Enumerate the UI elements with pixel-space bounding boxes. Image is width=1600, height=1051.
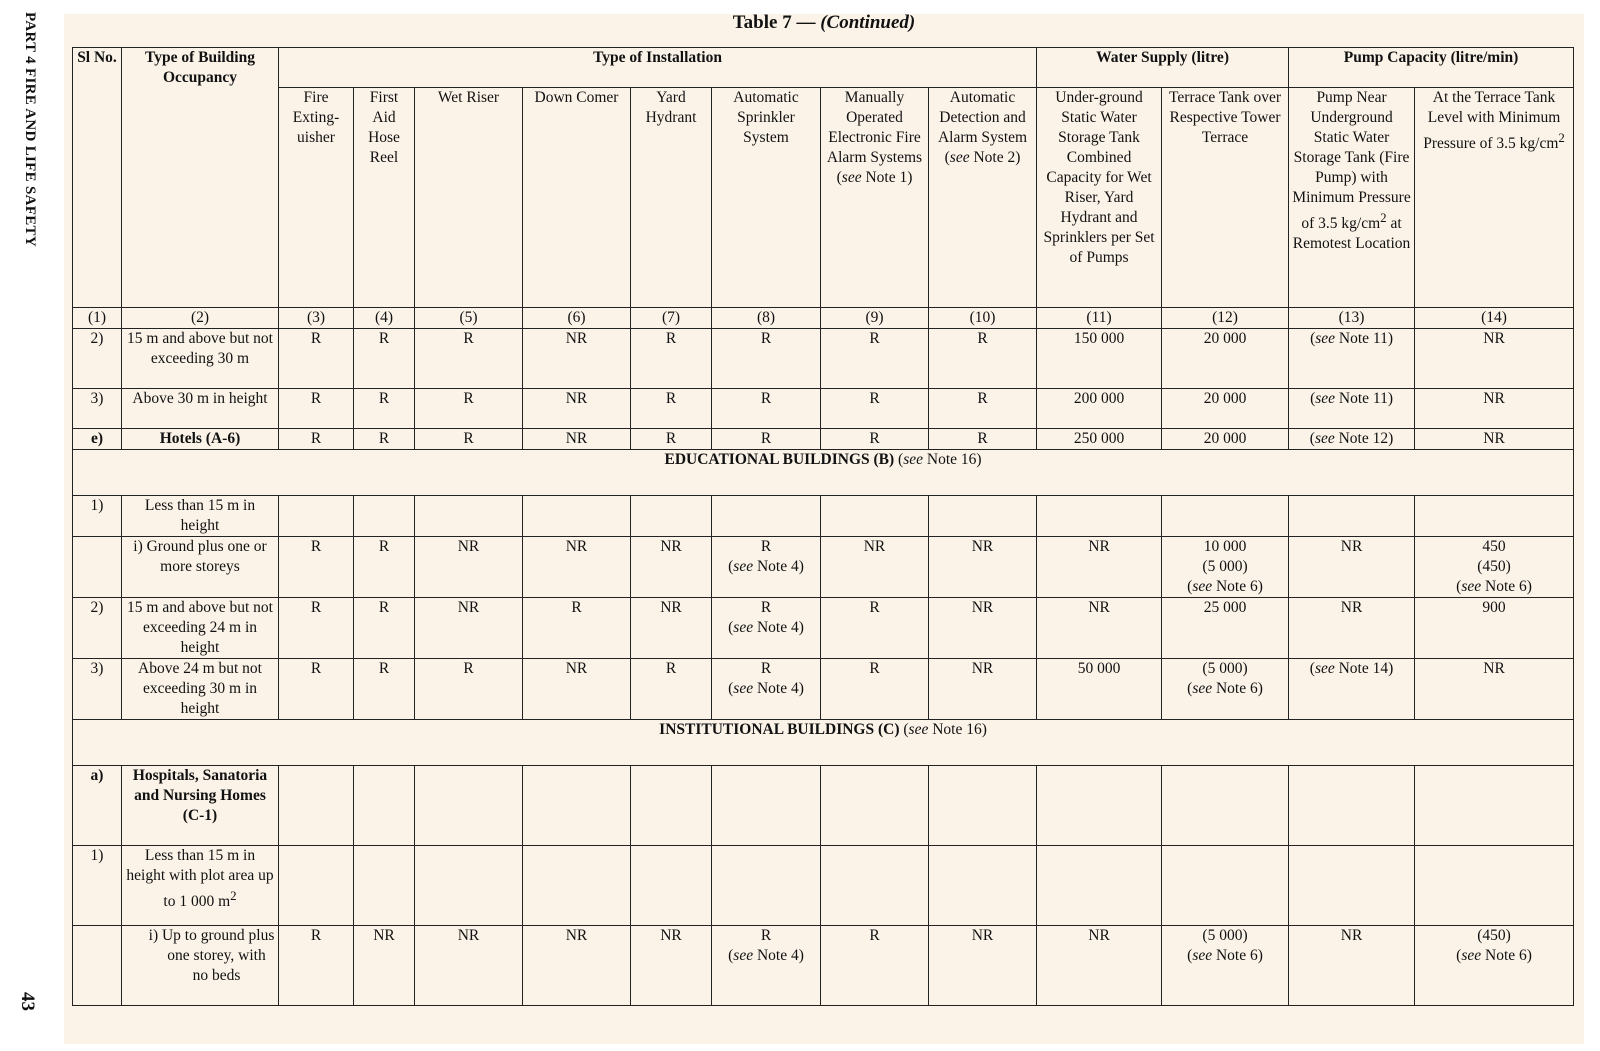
margin-section-title: PART 4 FIRE AND LIFE SAFETY [22,12,38,247]
cell: 20 000 [1162,329,1289,389]
cell: R [821,329,929,389]
cell [1289,496,1415,537]
header-superscript: 2 [1558,130,1565,145]
value-text: R [760,927,772,944]
cell: NR [1289,926,1415,1006]
cell [1289,766,1415,846]
cell [279,846,354,926]
cell: NR [929,598,1037,659]
header-pump-near-tank [1289,88,1415,308]
cell [821,496,929,537]
cell: NR [523,926,631,1006]
cell-sl: 1) [73,496,122,537]
header-sl-no: Sl No. [73,48,122,308]
note-text: Note 4) [753,619,804,636]
cell [1162,766,1289,846]
see-text: see [1192,947,1213,964]
section-heading-institutional: INSTITUTIONAL BUILDINGS (C) (see Note 16) [73,720,1574,766]
header-pump-capacity: Pump Capacity (litre/min) [1289,48,1574,88]
cell: R [631,329,712,389]
cell: NR [523,389,631,429]
cell: R [354,598,415,659]
cell-occupancy: Less than 15 m in height [122,496,279,537]
cell: R [821,659,929,720]
cell [415,496,523,537]
see-text: see [1461,578,1482,595]
cell-occupancy: Hotels (A-6) [122,429,279,450]
column-number-row [73,308,1574,329]
cell [1289,846,1415,926]
cell: R [631,389,712,429]
cell: R [712,329,821,389]
header-manual-fire-alarm [821,88,929,308]
cell: R [279,659,354,720]
cell: NR [929,926,1037,1006]
header-see: see [841,169,862,186]
cell [1415,846,1574,926]
cell: NR [929,537,1037,598]
cell: 150 000 [1037,329,1162,389]
cell: R [821,598,929,659]
cell [929,846,1037,926]
cell: 450 (450) (see Note 6) [1415,537,1574,598]
header-text: Automatic Detection and Alarm System ( [937,89,1028,166]
cell [354,846,415,926]
cell [415,846,523,926]
col-num: (3) [279,308,354,329]
see-text: see [1461,947,1482,964]
table-title-dash: — [791,12,821,33]
cell: R [712,429,821,450]
cell [279,496,354,537]
note-text: Note 6) [1212,578,1263,595]
cell: R (see Note 4) [712,598,821,659]
col-num: (11) [1037,308,1162,329]
value-text: 10 000 [1203,538,1247,555]
header-fire-extinguisher: Fire Exting-uisher [279,88,354,308]
value-text: R [760,538,772,555]
header-automatic-sprinkler: Automatic Sprinkler System [712,88,821,308]
cell: NR [354,926,415,1006]
header-yard-hydrant: Yard Hydrant [631,88,712,308]
cell: NR [1037,537,1162,598]
cell: R [415,389,523,429]
superscript: 2 [230,888,237,903]
col-num: (5) [415,308,523,329]
cell: (5 000) (see Note 6) [1162,926,1289,1006]
cell-occupancy: i) Up to ground plus one storey, with no beds [122,926,279,1006]
section-title: INSTITUTIONAL BUILDINGS (C) [659,721,900,738]
note-text: Note 4) [753,558,804,575]
see-text: see [1315,390,1336,407]
cell [631,496,712,537]
cell-occupancy [122,846,279,926]
cell: NR [1037,598,1162,659]
cell: NR [415,926,523,1006]
value-text: 450 [1482,538,1506,555]
section-row-institutional [73,720,1574,766]
cell: NR [523,329,631,389]
col-num: (4) [354,308,415,329]
cell: NR [1415,659,1574,720]
see-text: see [733,947,754,964]
cell [631,846,712,926]
cell: R [821,926,929,1006]
header-text: Note 2) [969,149,1021,166]
note-text: Note 11) [1335,390,1393,407]
header-water-supply: Water Supply (litre) [1037,48,1289,88]
table-row [73,329,1574,389]
value-text: (450) [1477,558,1511,575]
cell [523,846,631,926]
see-text: see [1192,578,1213,595]
cell: R [279,926,354,1006]
header-first-aid-hose-reel: First Aid Hose Reel [354,88,415,308]
note-text: Note 16) [928,721,987,738]
header-text: At the Terrace Tank Level with Minimum Pressure of 3.5 kg/cm [1423,89,1561,153]
cell: NR [1415,429,1574,450]
cell-sl: 2) [73,329,122,389]
col-num: (14) [1415,308,1574,329]
table-row [73,598,1574,659]
cell-sl [73,926,122,1006]
table-title-main: Table 7 [732,12,792,33]
table-row [73,389,1574,429]
cell [1415,496,1574,537]
fire-installation-table [72,47,1574,1006]
note-text: Note 14) [1334,660,1394,677]
section-heading-educational: EDUCATIONAL BUILDINGS (B) (see Note 16) [73,450,1574,496]
cell: R [821,389,929,429]
see-text: see [1315,330,1336,347]
cell: R [279,329,354,389]
value-text: (450) [1477,927,1511,944]
cell-occupancy: 15 m and above but not exceeding 30 m [122,329,279,389]
cell [1162,496,1289,537]
value-text: R [760,660,772,677]
table-row [73,429,1574,450]
header-automatic-detection [929,88,1037,308]
cell: NR [523,537,631,598]
header-terrace-tank: Terrace Tank over Respective Tower Terrace [1162,88,1289,308]
cell [415,766,523,846]
cell: (5 000) (see Note 6) [1162,659,1289,720]
header-underground-tank: Under-ground Static Water Storage Tank Combined Capacity for Wet Riser, Yard Hydrant and Sprinklers per Set of Pumps [1037,88,1162,308]
cell: NR [1037,926,1162,1006]
cell [1037,496,1162,537]
cell-sl: 3) [73,389,122,429]
value-text: (5 000) [1202,660,1248,677]
cell [1037,766,1162,846]
note-text: Note 11) [1335,330,1393,347]
see-text: see [908,721,929,738]
col-num: (12) [1162,308,1289,329]
header-occupancy: Type of Building Occupancy [122,48,279,308]
see-text: see [1192,680,1213,697]
note-text: Note 6) [1212,947,1263,964]
cell: R [929,429,1037,450]
cell [1037,846,1162,926]
note-text: Note 12) [1334,430,1394,447]
header-type-installation: Type of Installation [279,48,1037,88]
cell: NR [1289,598,1415,659]
cell [523,766,631,846]
cell: R [279,537,354,598]
cell: NR [1415,389,1574,429]
cell [712,496,821,537]
col-num: (9) [821,308,929,329]
header-terrace-level-pump [1415,88,1574,308]
table-title-continued: (Continued) [820,12,916,33]
header-see: see [949,149,970,166]
header-superscript: 2 [1380,210,1387,225]
table-row [73,846,1574,926]
cell: R [415,429,523,450]
cell: R [631,429,712,450]
table-row [73,496,1574,537]
cell: R (see Note 4) [712,537,821,598]
header-down-comer: Down Comer [523,88,631,308]
table-row [73,766,1574,846]
see-text: see [1314,430,1335,447]
cell: 200 000 [1037,389,1162,429]
table-row [73,926,1574,1006]
section-title: EDUCATIONAL BUILDINGS (B) [664,451,895,468]
cell: 900 [1415,598,1574,659]
section-row-educational [73,450,1574,496]
col-num: (1) [73,308,122,329]
cell: R [354,389,415,429]
see-text: see [1314,660,1335,677]
header-wet-riser: Wet Riser [415,88,523,308]
col-num: (8) [712,308,821,329]
cell [929,766,1037,846]
occupancy-text: Less than 15 m in height with plot area up to 1 000 m [126,847,274,911]
cell: (see Note 11) [1289,389,1415,429]
cell: (see Note 14) [1289,659,1415,720]
table-row [73,659,1574,720]
cell [1162,846,1289,926]
cell [279,766,354,846]
header-text: Note 1) [861,169,913,186]
note-text: Note 6) [1481,578,1532,595]
cell-sl: 2) [73,598,122,659]
see-text: see [733,558,754,575]
cell-occupancy: i) Ground plus one or more storeys [122,537,279,598]
table-title [64,12,1584,34]
cell: R [523,598,631,659]
cell [354,766,415,846]
note-text: Note 4) [753,680,804,697]
cell: R [929,329,1037,389]
cell: NR [1415,329,1574,389]
cell: 25 000 [1162,598,1289,659]
cell [354,496,415,537]
cell-sl: a) [73,766,122,846]
cell-sl [73,537,122,598]
cell: R [279,598,354,659]
cell: R [631,659,712,720]
cell: NR [631,926,712,1006]
value-text: (5 000) [1202,927,1248,944]
header-row-groups [73,48,1574,88]
cell: 50 000 [1037,659,1162,720]
col-num: (13) [1289,308,1415,329]
cell: NR [929,659,1037,720]
cell: R [279,429,354,450]
cell: 10 000 (5 000) (see Note 6) [1162,537,1289,598]
cell: R (see Note 4) [712,659,821,720]
cell [1415,766,1574,846]
value-text: (5 000) [1202,558,1248,575]
header-row-columns [73,88,1574,308]
cell-sl: 1) [73,846,122,926]
cell: 250 000 [1037,429,1162,450]
cell-sl: 3) [73,659,122,720]
cell: NR [415,598,523,659]
cell: R [821,429,929,450]
see-text: see [733,680,754,697]
cell [523,496,631,537]
see-text: see [903,451,923,468]
cell [821,846,929,926]
header-text: Manually Operated Electronic Fire Alarm Systems ( [826,89,923,186]
cell: (see Note 12) [1289,429,1415,450]
cell: (450) (see Note 6) [1415,926,1574,1006]
cell: R [354,537,415,598]
cell: NR [523,429,631,450]
col-num: (7) [631,308,712,329]
cell: (see Note 11) [1289,329,1415,389]
cell: R [279,389,354,429]
cell: 20 000 [1162,389,1289,429]
cell [712,766,821,846]
col-num: (6) [523,308,631,329]
cell: NR [631,598,712,659]
cell-sl: e) [73,429,122,450]
col-num: (10) [929,308,1037,329]
cell-occupancy: Above 24 m but not exceeding 30 m in height [122,659,279,720]
cell: NR [631,537,712,598]
note-text: Note 16) [923,451,982,468]
table-row [73,537,1574,598]
cell: R [354,659,415,720]
cell: R [415,659,523,720]
cell-occupancy: Hospitals, Sanatoria and Nursing Homes (C-1) [122,766,279,846]
see-text: see [733,619,754,636]
cell [929,496,1037,537]
cell: R (see Note 4) [712,926,821,1006]
page-number: 43 [17,992,38,1011]
cell: 20 000 [1162,429,1289,450]
cell-occupancy: Above 30 m in height [122,389,279,429]
value-text: R [760,599,772,616]
note-text: Note 4) [753,947,804,964]
cell-occupancy: 15 m and above but not exceeding 24 m in height [122,598,279,659]
cell: NR [415,537,523,598]
cell: R [929,389,1037,429]
cell: NR [523,659,631,720]
cell: R [712,389,821,429]
cell [631,766,712,846]
col-num: (2) [122,308,279,329]
header-text: Pump Near Underground Static Water Storage Tank (Fire Pump) with Minimum Pressure of 3.5 kg/cm [1292,89,1411,233]
cell: NR [1289,537,1415,598]
header-text: at Remotest Location [1292,215,1411,253]
note-text: Note 6) [1481,947,1532,964]
cell: R [354,329,415,389]
cell: NR [821,537,929,598]
cell [712,846,821,926]
cell: R [354,429,415,450]
cell [821,766,929,846]
cell: R [415,329,523,389]
note-text: Note 6) [1212,680,1263,697]
